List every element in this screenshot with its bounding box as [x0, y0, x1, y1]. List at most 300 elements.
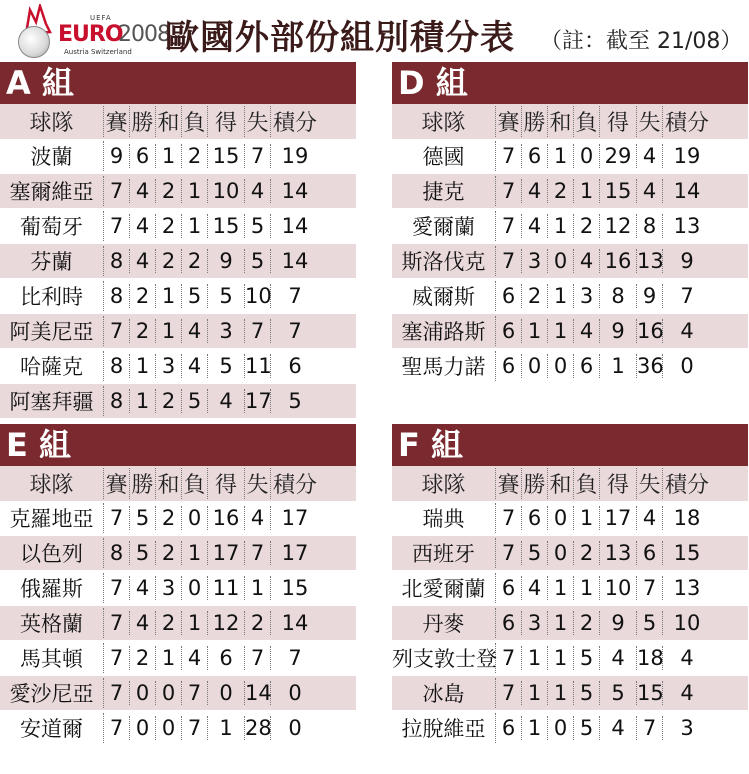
- column-header-row: [0, 104, 356, 139]
- cell-goals-for: 1: [600, 354, 637, 378]
- table-row: [0, 501, 356, 536]
- cell-lost: 1: [182, 179, 208, 203]
- cell-goals-for: 9: [208, 249, 245, 273]
- cell-goals-against: 7: [637, 576, 663, 600]
- cell-team: 比利時: [0, 281, 104, 311]
- cell-goals-for: 4: [600, 716, 637, 740]
- cell-goals-for: 6: [208, 646, 245, 670]
- column-header-points: 積分: [664, 111, 709, 136]
- table-row: [0, 209, 356, 244]
- table-row: [0, 641, 356, 676]
- cell-goals-against: 7: [245, 541, 271, 565]
- table-row: [0, 384, 356, 419]
- cell-points: 13: [673, 576, 701, 600]
- cell-drawn: 2: [548, 179, 574, 203]
- cell-played: 8: [104, 541, 130, 565]
- group-table-e: [0, 424, 356, 746]
- group-title: F 組: [392, 424, 748, 466]
- cell-lost: 4: [182, 354, 208, 378]
- cell-drawn: 1: [156, 646, 182, 670]
- cell-goals-for: 1: [208, 716, 245, 740]
- cell-goals-for: 11: [208, 576, 245, 600]
- cell-goals-for: 5: [208, 284, 245, 308]
- table-row: [392, 571, 748, 606]
- cell-points: 3: [680, 716, 694, 740]
- cell-team: 哈薩克: [0, 351, 104, 381]
- cell-drawn: 0: [548, 716, 574, 740]
- cell-points: 0: [680, 354, 694, 378]
- football-icon: [18, 26, 50, 58]
- cell-goals-against: 4: [637, 506, 663, 530]
- cell-goals-against: 18: [637, 646, 664, 670]
- cell-points: 4: [680, 319, 694, 343]
- cell-drawn: 0: [156, 716, 182, 740]
- cell-won: 6: [522, 144, 548, 168]
- table-row: [392, 641, 748, 676]
- cell-won: 4: [522, 214, 548, 238]
- cell-lost: 6: [574, 354, 600, 378]
- column-header-won: 勝: [130, 468, 156, 499]
- cell-team: 愛沙尼亞: [0, 678, 104, 708]
- cell-lost: 2: [182, 144, 208, 168]
- cell-won: 5: [130, 541, 156, 565]
- cell-lost: 5: [574, 716, 600, 740]
- column-header-won: 勝: [522, 106, 548, 137]
- cell-goals-for: 15: [600, 179, 637, 203]
- cell-goals-against: 4: [637, 179, 663, 203]
- cell-points: 17: [281, 506, 309, 530]
- cell-points: 9: [680, 249, 694, 273]
- cell-goals-for: 16: [208, 506, 245, 530]
- cell-won: 1: [130, 354, 156, 378]
- cell-played: 7: [496, 249, 522, 273]
- cell-won: 2: [130, 319, 156, 343]
- cell-goals-against: 6: [637, 541, 663, 565]
- column-header-row: [392, 466, 748, 501]
- cell-goals-against: 5: [245, 214, 271, 238]
- cell-won: 5: [522, 541, 548, 565]
- cell-goals-for: 13: [600, 541, 637, 565]
- cell-won: 4: [522, 179, 548, 203]
- group-table-a: [0, 62, 356, 419]
- cell-won: 3: [522, 611, 548, 635]
- cell-goals-against: 5: [245, 249, 271, 273]
- cell-team: 北愛爾蘭: [392, 573, 496, 603]
- cell-points: 14: [281, 611, 309, 635]
- cell-team: 聖馬力諾: [392, 351, 496, 381]
- cell-team: 阿塞拜疆: [0, 386, 104, 416]
- cell-lost: 2: [574, 611, 600, 635]
- cell-team: 愛爾蘭: [392, 211, 496, 241]
- cell-goals-against: 4: [245, 179, 271, 203]
- cell-drawn: 2: [156, 249, 182, 273]
- cell-team: 冰島: [392, 678, 496, 708]
- cell-points: 15: [673, 541, 701, 565]
- cell-drawn: 1: [156, 284, 182, 308]
- table-row: [0, 711, 356, 746]
- cell-goals-against: 4: [637, 144, 663, 168]
- cell-goals-against: 7: [245, 319, 271, 343]
- cell-played: 7: [104, 716, 130, 740]
- table-row: [392, 676, 748, 711]
- cell-drawn: 0: [548, 541, 574, 565]
- cell-goals-against: 2: [245, 611, 271, 635]
- cell-won: 1: [522, 646, 548, 670]
- cell-goals-against: 10: [245, 284, 272, 308]
- cell-played: 7: [104, 179, 130, 203]
- cell-team: 列支敦士登: [392, 643, 496, 673]
- logo-host-text: Austria Switzerland: [64, 48, 132, 56]
- table-row: [0, 279, 356, 314]
- cell-won: 6: [130, 144, 156, 168]
- column-header-goals-for: 得: [600, 106, 637, 137]
- cell-team: 俄羅斯: [0, 573, 104, 603]
- cell-lost: 4: [574, 249, 600, 273]
- column-header-team: 球隊: [0, 106, 104, 137]
- cell-won: 4: [130, 179, 156, 203]
- table-row: [392, 536, 748, 571]
- cell-played: 6: [496, 576, 522, 600]
- table-row: [392, 314, 748, 349]
- cell-lost: 4: [182, 319, 208, 343]
- cell-lost: 7: [182, 716, 208, 740]
- cell-won: 3: [522, 249, 548, 273]
- table-row: [0, 314, 356, 349]
- column-header-drawn: 和: [548, 468, 574, 499]
- cell-points: 4: [680, 646, 694, 670]
- cell-team: 芬蘭: [0, 246, 104, 276]
- cell-points: 18: [673, 506, 701, 530]
- euro2008-logo: [18, 4, 178, 60]
- cell-won: 4: [130, 249, 156, 273]
- cell-played: 6: [496, 354, 522, 378]
- cell-goals-for: 0: [208, 681, 245, 705]
- page-title: 歐國外部份組別積分表: [165, 18, 515, 58]
- cell-won: 6: [522, 506, 548, 530]
- cell-drawn: 1: [548, 646, 574, 670]
- cell-points: 0: [288, 681, 302, 705]
- cell-won: 4: [130, 214, 156, 238]
- cell-goals-against: 7: [637, 716, 663, 740]
- cell-points: 13: [673, 214, 701, 238]
- logo-euro-text: EURO: [58, 22, 123, 47]
- cell-team: 波蘭: [0, 141, 104, 171]
- cell-played: 7: [496, 179, 522, 203]
- cell-team: 克羅地亞: [0, 503, 104, 533]
- cell-points: 15: [281, 576, 309, 600]
- cell-drawn: 0: [548, 249, 574, 273]
- cell-won: 1: [130, 389, 156, 413]
- cell-team: 德國: [392, 141, 496, 171]
- cell-points: 6: [288, 354, 302, 378]
- cell-drawn: 1: [548, 611, 574, 635]
- cell-lost: 0: [574, 144, 600, 168]
- cell-played: 7: [496, 681, 522, 705]
- table-row: [0, 349, 356, 384]
- cell-goals-against: 7: [245, 646, 271, 670]
- cell-team: 捷克: [392, 176, 496, 206]
- cell-goals-for: 16: [600, 249, 637, 273]
- cell-goals-for: 8: [600, 284, 637, 308]
- cell-played: 7: [496, 506, 522, 530]
- cell-goals-for: 10: [208, 179, 245, 203]
- cell-drawn: 0: [548, 506, 574, 530]
- cell-won: 2: [130, 646, 156, 670]
- cell-drawn: 0: [156, 681, 182, 705]
- cell-points: 4: [680, 681, 694, 705]
- group-title: D 組: [392, 62, 748, 104]
- cell-goals-for: 15: [208, 214, 245, 238]
- cell-lost: 5: [182, 284, 208, 308]
- cell-lost: 7: [182, 681, 208, 705]
- logo-uefa-text: UEFA: [90, 14, 112, 22]
- cell-goals-for: 5: [600, 681, 637, 705]
- column-header-points: 積分: [272, 111, 317, 136]
- column-header-points: 積分: [272, 473, 317, 498]
- cell-drawn: 0: [548, 354, 574, 378]
- cell-points: 19: [673, 144, 701, 168]
- cell-points: 14: [281, 249, 309, 273]
- date-note: （註：截至 21/08）: [540, 29, 743, 54]
- cell-drawn: 2: [156, 214, 182, 238]
- cell-played: 6: [496, 319, 522, 343]
- cell-drawn: 1: [548, 576, 574, 600]
- table-row: [392, 501, 748, 536]
- group-title: E 組: [0, 424, 356, 466]
- cell-drawn: 1: [548, 284, 574, 308]
- cell-points: 14: [281, 179, 309, 203]
- column-header-played: 賽: [496, 106, 522, 137]
- table-row: [0, 536, 356, 571]
- cell-played: 8: [104, 354, 130, 378]
- column-header-drawn: 和: [156, 468, 182, 499]
- cell-won: 1: [522, 319, 548, 343]
- cell-team: 丹麥: [392, 608, 496, 638]
- table-row: [0, 676, 356, 711]
- group-table-d: [392, 62, 748, 384]
- cell-lost: 2: [574, 214, 600, 238]
- cell-goals-for: 9: [600, 611, 637, 635]
- cell-points: 7: [288, 284, 302, 308]
- cell-played: 6: [496, 284, 522, 308]
- table-row: [392, 139, 748, 174]
- cell-played: 7: [104, 319, 130, 343]
- column-header-drawn: 和: [548, 106, 574, 137]
- cell-goals-for: 10: [600, 576, 637, 600]
- cell-team: 馬其頓: [0, 643, 104, 673]
- cell-goals-against: 5: [637, 611, 663, 635]
- cell-team: 瑞典: [392, 503, 496, 533]
- cell-lost: 5: [182, 389, 208, 413]
- column-header-lost: 負: [182, 468, 208, 499]
- cell-team: 英格蘭: [0, 608, 104, 638]
- cell-drawn: 1: [156, 319, 182, 343]
- cell-lost: 3: [574, 284, 600, 308]
- cell-played: 6: [496, 611, 522, 635]
- cell-team: 拉脫維亞: [392, 713, 496, 743]
- cell-drawn: 2: [156, 179, 182, 203]
- cell-lost: 2: [182, 249, 208, 273]
- cell-lost: 1: [182, 541, 208, 565]
- table-row: [0, 606, 356, 641]
- table-row: [392, 244, 748, 279]
- cell-goals-for: 3: [208, 319, 245, 343]
- cell-goals-for: 5: [208, 354, 245, 378]
- cell-goals-against: 8: [637, 214, 663, 238]
- cell-drawn: 1: [156, 144, 182, 168]
- cell-played: 7: [496, 144, 522, 168]
- cell-played: 8: [104, 249, 130, 273]
- cell-goals-against: 15: [637, 681, 664, 705]
- cell-goals-for: 9: [600, 319, 637, 343]
- cell-played: 8: [104, 284, 130, 308]
- cell-points: 7: [288, 646, 302, 670]
- cell-points: 17: [281, 541, 309, 565]
- cell-team: 阿美尼亞: [0, 316, 104, 346]
- cell-team: 安道爾: [0, 713, 104, 743]
- cell-lost: 2: [574, 541, 600, 565]
- cell-goals-for: 12: [208, 611, 245, 635]
- cell-team: 西班牙: [392, 538, 496, 568]
- column-header-team: 球隊: [0, 468, 104, 499]
- cell-won: 0: [130, 716, 156, 740]
- page-header: [0, 0, 749, 62]
- column-header-row: [392, 104, 748, 139]
- cell-lost: 5: [574, 681, 600, 705]
- cell-won: 5: [130, 506, 156, 530]
- column-header-won: 勝: [522, 468, 548, 499]
- cell-lost: 5: [574, 646, 600, 670]
- cell-team: 威爾斯: [392, 281, 496, 311]
- cell-played: 9: [104, 144, 130, 168]
- column-header-row: [0, 466, 356, 501]
- cell-goals-for: 4: [600, 646, 637, 670]
- cell-lost: 1: [574, 506, 600, 530]
- cell-team: 塞浦路斯: [392, 316, 496, 346]
- column-header-goals-against: 失: [245, 468, 271, 499]
- cell-goals-against: 11: [245, 354, 272, 378]
- cell-goals-for: 4: [208, 389, 245, 413]
- cell-team: 塞爾維亞: [0, 176, 104, 206]
- cell-goals-against: 17: [245, 389, 272, 413]
- table-row: [392, 349, 748, 384]
- cell-lost: 1: [574, 179, 600, 203]
- cell-drawn: 2: [156, 506, 182, 530]
- cell-goals-against: 28: [245, 716, 272, 740]
- cell-won: 1: [522, 681, 548, 705]
- cell-goals-against: 1: [245, 576, 271, 600]
- cell-drawn: 1: [548, 144, 574, 168]
- column-header-goals-against: 失: [637, 468, 663, 499]
- column-header-played: 賽: [496, 468, 522, 499]
- cell-drawn: 2: [156, 611, 182, 635]
- table-row: [0, 139, 356, 174]
- group-title: A 組: [0, 62, 356, 104]
- column-header-lost: 負: [574, 106, 600, 137]
- table-row: [392, 279, 748, 314]
- column-header-goals-for: 得: [208, 106, 245, 137]
- cell-points: 7: [288, 319, 302, 343]
- cell-drawn: 1: [548, 214, 574, 238]
- cell-lost: 1: [182, 611, 208, 635]
- cell-won: 4: [130, 611, 156, 635]
- column-header-points: 積分: [664, 473, 709, 498]
- cell-played: 7: [104, 646, 130, 670]
- column-header-played: 賽: [104, 468, 130, 499]
- cell-won: 1: [522, 716, 548, 740]
- table-row: [0, 571, 356, 606]
- table-row: [392, 606, 748, 641]
- column-header-won: 勝: [130, 106, 156, 137]
- cell-lost: 4: [574, 319, 600, 343]
- column-header-goals-for: 得: [208, 468, 245, 499]
- cell-drawn: 3: [156, 354, 182, 378]
- column-header-goals-against: 失: [637, 106, 663, 137]
- table-row: [392, 711, 748, 746]
- cell-lost: 0: [182, 506, 208, 530]
- table-row: [392, 209, 748, 244]
- cell-goals-for: 17: [208, 541, 245, 565]
- cell-played: 6: [496, 716, 522, 740]
- column-header-lost: 負: [574, 468, 600, 499]
- cell-points: 19: [281, 144, 309, 168]
- cell-points: 10: [673, 611, 701, 635]
- cell-points: 14: [673, 179, 701, 203]
- cell-goals-for: 12: [600, 214, 637, 238]
- cell-drawn: 1: [548, 319, 574, 343]
- cell-points: 5: [288, 389, 302, 413]
- cell-goals-for: 29: [600, 144, 637, 168]
- cell-played: 7: [496, 541, 522, 565]
- cell-team: 斯洛伐克: [392, 246, 496, 276]
- cell-played: 7: [104, 214, 130, 238]
- cell-won: 0: [130, 681, 156, 705]
- cell-played: 7: [496, 646, 522, 670]
- cell-goals-for: 15: [208, 144, 245, 168]
- cell-goals-against: 16: [637, 319, 664, 343]
- cell-team: 葡萄牙: [0, 211, 104, 241]
- table-row: [0, 174, 356, 209]
- cell-lost: 1: [574, 576, 600, 600]
- column-header-drawn: 和: [156, 106, 182, 137]
- cell-played: 7: [104, 681, 130, 705]
- cell-points: 7: [680, 284, 694, 308]
- cell-lost: 4: [182, 646, 208, 670]
- cell-won: 2: [130, 284, 156, 308]
- column-header-goals-for: 得: [600, 468, 637, 499]
- column-header-team: 球隊: [392, 106, 496, 137]
- cell-won: 0: [522, 354, 548, 378]
- cell-played: 7: [496, 214, 522, 238]
- cell-won: 4: [522, 576, 548, 600]
- cell-won: 4: [130, 576, 156, 600]
- table-row: [392, 174, 748, 209]
- cell-goals-against: 36: [637, 354, 664, 378]
- cell-drawn: 2: [156, 541, 182, 565]
- column-header-goals-against: 失: [245, 106, 271, 137]
- cell-played: 7: [104, 506, 130, 530]
- cell-lost: 0: [182, 576, 208, 600]
- cell-drawn: 2: [156, 389, 182, 413]
- group-table-f: [392, 424, 748, 746]
- cell-goals-against: 4: [245, 506, 271, 530]
- cell-goals-against: 7: [245, 144, 271, 168]
- cell-goals-against: 14: [245, 681, 272, 705]
- cell-drawn: 3: [156, 576, 182, 600]
- cell-played: 7: [104, 576, 130, 600]
- cell-played: 7: [104, 611, 130, 635]
- cell-points: 14: [281, 214, 309, 238]
